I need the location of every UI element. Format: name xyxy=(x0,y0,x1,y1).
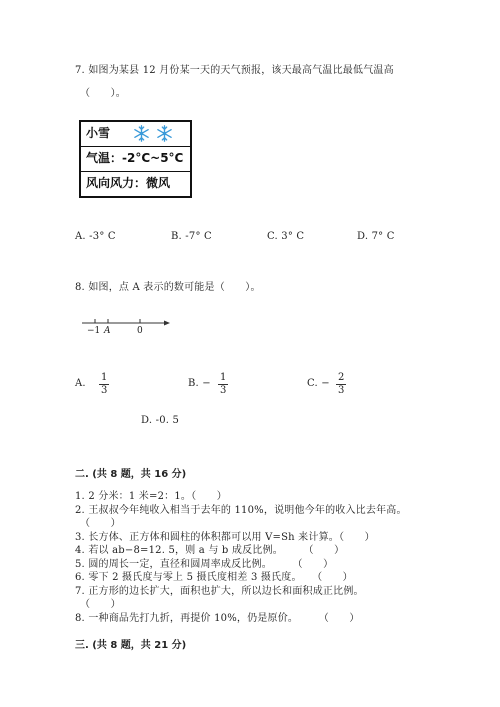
number-line-point-a: A xyxy=(104,326,111,336)
section-2-item-4: 4. 若以 ab−8=12. 5，则 a 与 b 成反比例。 （ ） xyxy=(75,545,345,556)
weather-forecast-figure xyxy=(79,120,192,198)
weather-condition-label: 小雪 xyxy=(86,126,111,140)
fraction-numerator: 1 xyxy=(220,372,227,383)
section-2-item-3: 3. 长方体、正方体和圆柱的体积都可以用 V=Sh 来计算。（ ） xyxy=(75,532,375,543)
section-2-item-8: 8. 一种商品先打九折，再提价 10%，仍是原价。 （ ） xyxy=(75,613,360,624)
section-2-item-2: 2. 王叔叔今年纯收入相当于去年的 110%，说明他今年的收入比去年高。 xyxy=(75,505,407,516)
q8-option-a-fraction xyxy=(99,372,109,397)
section-2-item-2-answer: （ ） xyxy=(80,518,121,529)
q7-stem-line1: 7. 如图为某县 12 月份某一天的天气预报，该天最高气温比最低气温高 xyxy=(75,65,394,76)
fraction-denominator: 3 xyxy=(101,385,108,396)
section-2-heading: 二. (共 8 题，共 16 分) xyxy=(75,469,187,480)
q8-option-a-prefix: A. xyxy=(75,378,86,389)
number-line-label-zero: 0 xyxy=(137,326,143,336)
weather-row-wind: 风向风力：微风 xyxy=(86,176,171,190)
section-2-item-7: 7. 正方形的边长扩大，面积也扩大，所以边长和面积成正比例。 xyxy=(75,586,364,597)
fraction-numerator: 1 xyxy=(101,372,108,383)
q7-stem-line2: （ ）。 xyxy=(80,88,126,99)
snowflake-icon xyxy=(156,125,173,142)
q7-option-b: B. -7° C xyxy=(171,231,212,242)
section-2-item-7-answer: （ ） xyxy=(80,599,121,610)
q8-option-c-prefix: C. − xyxy=(307,378,330,389)
q8-option-d: D. -0. 5 xyxy=(141,415,180,426)
q7-option-d: D. 7° C xyxy=(357,231,395,242)
section-2-item-5: 5. 圆的周长一定，直径和圆周率成反比例。 （ ） xyxy=(75,559,334,570)
weather-row-condition xyxy=(81,122,190,147)
fraction-denominator: 3 xyxy=(220,385,227,396)
q8-option-b-prefix: B. − xyxy=(188,378,211,389)
q7-option-a: A. -3° C xyxy=(75,231,116,242)
q7-option-c: C. 3° C xyxy=(267,231,305,242)
fraction-denominator: 3 xyxy=(338,385,345,396)
fraction-numerator: 2 xyxy=(338,372,345,383)
q8-option-c-fraction xyxy=(336,372,346,397)
section-2-item-6: 6. 零下 2 摄氏度与零上 5 摄氏度相差 3 摄氏度。 （ ） xyxy=(75,572,353,583)
section-3-heading: 三. (共 8 题，共 21 分) xyxy=(75,640,187,651)
snowflake-icon xyxy=(133,125,150,142)
section-2-item-1: 1. 2 分米：1 米=2：1。（ ） xyxy=(75,491,227,502)
weather-row-temperature: 气温：-2°C~5°C xyxy=(81,147,190,172)
q8-option-b-fraction xyxy=(218,372,228,397)
q8-stem: 8. 如图，点 A 表示的数可能是（ ）。 xyxy=(75,282,261,293)
number-line-label-minus-one: −1 xyxy=(87,326,101,336)
